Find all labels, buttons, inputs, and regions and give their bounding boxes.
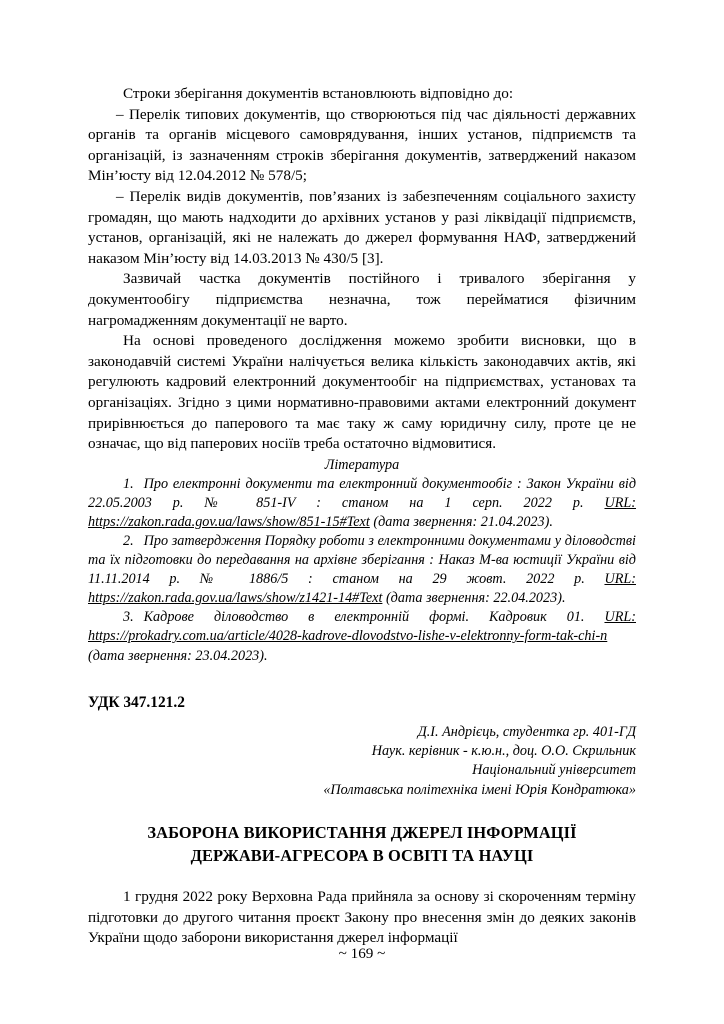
udk-code: УДК 347.121.2 [88,693,185,711]
reference-item [88,532,636,608]
reference-url-label: URL: [604,609,636,626]
reference-url[interactable]: https://zakon.rada.gov.ua/laws/show/851-15#Text [88,513,370,530]
page-number: ~ 169 ~ [338,945,386,962]
affiliation-name-line: «Полтавська політехніка імені Юрія Кондратюка» [323,781,636,798]
reference-url[interactable]: https://zakon.rada.gov.ua/laws/show/z1421-14#Text [88,590,383,607]
spacer [88,867,636,887]
reference-item [88,475,636,532]
reference-text: Про затвердження Порядку роботи з електронними документами у діловодстві та їх підготовки до передавання на архівне зберігання : Наказ М-ва юстиції України від 11.11.2014 р. № 1886/5 : станом на 29 жовт. 2022 р. [88,532,636,588]
reference-number: 2. [123,532,134,549]
spacer [88,713,636,723]
section-spacer [88,666,636,693]
reference-text: Кадрове діловодство в електронній формі. Кадровик 01. [143,609,605,626]
author-line: Д.І. Андрієць, студентка гр. 401-ГД [417,723,636,740]
supervisor-line: Наук. керівник - к.ю.н., доц. О.О. Скрильник [371,743,636,760]
spacer [88,800,636,821]
affiliation-line: Національний університет [472,762,636,779]
page-content-column [88,84,636,949]
reference-access-date: (дата звернення: 21.04.2023). [369,513,553,530]
reference-number: 3. [123,609,134,626]
paragraph-bullet-1: – Перелік типових документів, що створюються під час діяльності державних органів та органів місцевого самоврядування, інших установ, підприємств та організацій, із зазначенням строків зберігання документів, затверджений наказом Мін’юсту від 12.04.2012 № 578/5; [88,105,636,185]
reference-number: 1. [123,475,134,492]
reference-url-label: URL: [604,494,636,511]
paragraph-bullet-2: – Перелік видів документів, пов’язаних із забезпеченням соціального захисту громадян, що мають надходити до архівних установ у разі ліквідації підприємств, установ, організацій, які не належать до джерел формування НАФ, затверджений наказом Мін’юсту від 14.03.2013 № 430/5 [3]. [88,187,636,267]
paragraph-conclusions: На основі проведеного дослідження можемо зробити висновки, що в законодавчій системі України налічується велика кількість законодавчих актів, які регулюють кадровий електронний документообіг на підприємствах, установах та організаціях. Згідно з цими нормативно-правовими актами електронний документ прирівнюється до паперового та має таку ж саму юридичну силу, проте це не означає, що від паперових носіїв треба остаточно відмовитися. [88,332,636,453]
references-heading: Література [324,456,400,473]
paragraph-opening: 1 грудня 2022 року Верховна Рада прийняла за основу зі скороченням терміну підготовки до другого читання проєкт Закону про внесення змін до деяких законів України щодо заборони використання джерел інформації [88,888,636,947]
reference-access-date: (дата звернення: 23.04.2023). [88,647,268,664]
paragraph-storage-share: Зазвичай частка документів постійного і тривалого зберігання у документообігу підприємства незначна, тож перейматися фізичним нагромадженням документації не варто. [88,270,636,329]
reference-item [88,608,636,665]
reference-url-label: URL: [604,571,636,588]
article-title-line-2: ДЕРЖАВИ-АГРЕСОРА В ОСВІТІ ТА НАУЦІ [190,846,534,866]
reference-url[interactable]: https://prokadry.com.ua/article/4028-kadrove-dlovodstvo-lishe-v-elektronny-form-tak-chi-n [88,628,608,645]
reference-text: Про електронні документи та електронний документообіг : Закон України від 22.05.2003 р. № 851-IV : станом на 1 серп. 2022 р. [88,475,636,511]
article-title-line-1: ЗАБОРОНА ВИКОРИСТАННЯ ДЖЕРЕЛ ІНФОРМАЦІЇ [147,823,577,843]
reference-access-date: (дата звернення: 22.04.2023). [382,590,566,607]
paragraph-intro: Строки зберігання документів встановлюють відповідно до: [123,85,514,102]
